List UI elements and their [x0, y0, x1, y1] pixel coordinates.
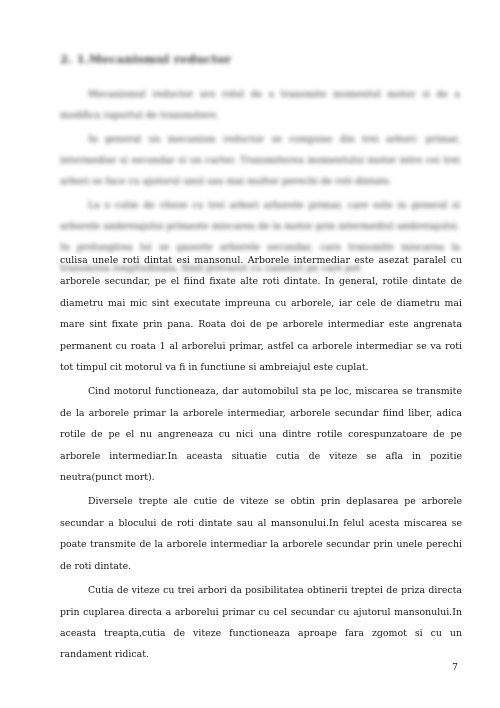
paragraph: Cutia de viteze cu trei arbori da posibilitatea obtinerii treptei de priza directa prin cuplarea directa a arborelui primar cu cel secundar cu ajutorul mansonului.In aceasta treapta,cutia de viteze functioneaza aproape fara zgomot si cu un randament ridicat. — [60, 585, 462, 661]
paragraph: culisa unele roti dintat esi mansonul. Arborele intermediar este asezat paralel cu arborele secundar, pe el fiind fixate alte roti dintate. In general, rotile dintate de diametru mai mic sint executate impreuna cu arborele, iar cele de diametru mai mare sint fixate prin pana. Roata doi de pe arborele intermediar este angrenata permanent cu roata 1 al arborelui primar, astfel ca arborele intermediar se va roti tot timpul cit motorul va fi in functiune si ambreiajul este cuplat. — [60, 255, 462, 374]
blurred-paragraph: Mecanismul reductor are rolul de a transmite momentul motor si de a modifica raportul de transmitere. — [60, 89, 460, 121]
paragraph: Cind motorul functioneaza, dar automobilul sta pe loc, miscarea se transmite de la arborele primar la arborele intermediar, arborele secundar fiind liber, adica rotile de pe el nu angreneaza cu nici una dintre rotile corespunzatoare de pe arborele intermediar.In aceasta situatie cutia de viteze se afla in pozitie neutra(punct mort). — [60, 386, 462, 484]
blurred-paragraph: In general un mecanism reductor se compune din trei arbori: primar, intermediar si secundar si un carter. Transmiterea momentului motor intre cei trei arbori se face cu ajutorul unul sau mai multor perechi de roti dintate. — [60, 134, 460, 187]
blurred-paragraph: La o cutie de viteze cu trei arbori arborele primar, care este in general si arborele ambreiajului primeste miscarea de la motor prin intermediul ambreiajului. In prelungirea lui se gaseste arborele secundar, care transmite miscarea la transmisia longitudinala, fiind prevazut cu caneluri pe care pot — [60, 200, 460, 274]
page-number: 7 — [452, 662, 458, 673]
body-text — [60, 250, 462, 669]
blurred-section — [60, 52, 460, 282]
section-heading: 2. 1.Mecanismul reductor — [60, 52, 232, 66]
paragraph: Diversele trepte ale cutie de viteze se obtin prin deplasarea pe arborele secundar a blocului de roti dintate sau al mansonului.In felul acesta miscarea se poate transmite de la arborele intermediar la arborele secundar prin unele perechi de roti dintate. — [60, 496, 462, 572]
